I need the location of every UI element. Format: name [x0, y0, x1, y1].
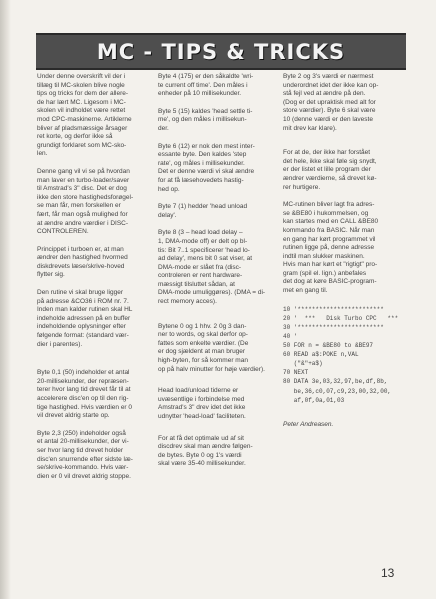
code-line: 10 '************************	[283, 305, 384, 313]
middle-column	[158, 73, 268, 478]
paragraph-rom-routine: Den rutine vi skal bruge ligger på adresse &CO36 i ROM nr. 7. Inden man kalder rutinen skal HL indeholde adressen på en buffer indeholdende oplysninger efter følgende format: (standard vær- dier i parentes).	[37, 289, 133, 348]
author-signature: Peter Andreasen.	[283, 420, 334, 428]
title-banner	[36, 33, 406, 70]
code-line: 70 NEXT	[283, 369, 309, 377]
paragraph-words: Bytene 0 og 1 hhv. 2 0g 3 dan- ner to words, og skal derfor op- fattes som enkelte værdier. (De er dog sjældent at man bruger high-byten, for så kommer man op på halv minutter for høje værdier).	[158, 322, 265, 373]
code-line: 40 '	[283, 332, 298, 340]
code-line: 80 DATA 3e,03,32,97,be,df,8b,	[283, 378, 388, 386]
code-line: 60 READ a$:POKE n,VAL	[283, 351, 359, 359]
left-column	[37, 73, 147, 490]
paragraph-head-load: Head load/unload tiderne er uvæsentlige i forbindelse med Amstrad's 3" drev idet det ikke udnytter 'head-load' faciliteten.	[158, 387, 246, 420]
page-title: MC - TIPS & TRICKS	[96, 39, 346, 64]
code-line: 50 FOR n = &BE80 to &BE97	[283, 342, 374, 350]
paragraph-program-intro: For at de, der ikke har forstået det hele, ikke skal føle sig snydt, er der listet et lille program der ændrer værdierne, så drevet kø- rer hurtigere.	[283, 149, 377, 191]
paragraph-byte-2-3-note: Byte 2 og 3's værdi er nærmest underordnet idet der ikke kan op- stå fejl ved at ændre på den. (Dog er det upraktisk med alt for store værdier). Byte 6 skal være 10 (denne værdi er den laveste mit drev kar klare).	[283, 73, 379, 132]
paragraph-byte-7: Byte 7 (1) hedder 'head unload delay'.	[158, 203, 248, 219]
code-line: be,36,c0,07,c9,23,00,32,00,	[283, 387, 392, 395]
paragraph-byte-0-1: Byte 0,1 (50) indeholder et antal 20-millisekunder, der repræsen- terer hvor lang tid drevet får til at accelerere disc'en op til den rig- tige hastighed. Hvis værdien er 0 vil drevet aldrig starte op.	[37, 369, 133, 420]
code-line: 20 ' *** Disk Turbo CPC ***	[283, 314, 399, 322]
paragraph-byte-6: Byte 6 (12) er nok den mest inter- essante byte. Den kaldes 'step rate', og måles i millisekunder. Det er denne værdi vi skal ændre for at få læsehovedets hastig- hed op.	[158, 142, 255, 193]
paragraph-byte-5: Byte 5 (15) kaldes 'head settle ti- me', og den måles i millisekun- der.	[158, 107, 253, 132]
code-line: af,0f,0a,01,03	[283, 396, 345, 404]
paragraph-byte-2-3: Byte 2,3 (250) indeholder også et antal 20-millisekunder, der vi- ser hvor lang tid drevet holder disc'en snurrende efter sidste læ- se/skrive-kommando. Hvis vær- dien er 0 vil drevet aldrig stoppe.	[37, 429, 133, 480]
paragraph-byte-4: Byte 4 (175) er den såkaldte 'wri- te current off time'. Den måles i enheder på 10 millisekunder.	[158, 73, 254, 98]
paragraph-optimal: For at få det optimale ud af sit discdrev skal man ændre følgen- de bytes. Byte 0 og 1's værdi skal være 35-40 millisekunder.	[158, 434, 253, 468]
page-number: 13	[381, 566, 395, 580]
paragraph-byte-8: Byte 8 (3 – head load delay – 1, DMA-mode off) er delt op bl- tis: Bit 7..1 specificerer 'head lo- ad delay', mens bit 0 sat viser, at DMA-mode er slået fra (disc- controleren er rent hardware- mæssigt tilsluttet sådan, at DMA-mode umuliggøres). (DMA = di- rect memory acces).	[158, 229, 266, 306]
code-line: ("&"+a$)	[283, 360, 323, 368]
paragraph-principle: Princippet i turboen er, at man ændrer den hastighed hvormed diskdrevets læse/skrive-hoved flytter sig.	[37, 245, 128, 279]
paragraph-turbo-loader: Denne gang vil vi se på hvordan man laver en turbo-loader/saver til Amstrad's 3" disc. Det er dog ikke den store hastighedsforøgel- se man får, men forskellen er fært, får man også mulighed for at ændre andre værdier i DISC- CONTROLEREN.	[37, 167, 134, 236]
right-column	[283, 73, 401, 429]
code-line: 30 '************************	[283, 323, 384, 331]
page-binding-edge	[0, 0, 11, 599]
paragraph-intro: Under denne overskrift vil der i tillæg til MC-skolen blive nogle tips og tricks for dem der allere- de har lært MC. Ligesom i MC- skolen vil indholdet være rettet mod CPC-maskinerne. Artiklerne bliver af pladsmæssige årsager ret korte, og derfor ikke så grundigt forklaret som MC-sko- len.	[37, 73, 132, 158]
paragraph-mc-routine: MC-rutinen bliver lagt fra adres- se &BE80 i hukommelsen, og kan startes med en CALL &BE80 kommando fra BASIC. Når man en gang har kørt programmet vil rutinen ligge på, denne adresse indtil man slukker maskinen. Hvis man har kørt et "rigtigt" pro- gram (spil el. lign.) anbefales det dog at køre BASIC-program- met en gang til.	[283, 201, 379, 295]
basic-listing	[283, 305, 401, 405]
